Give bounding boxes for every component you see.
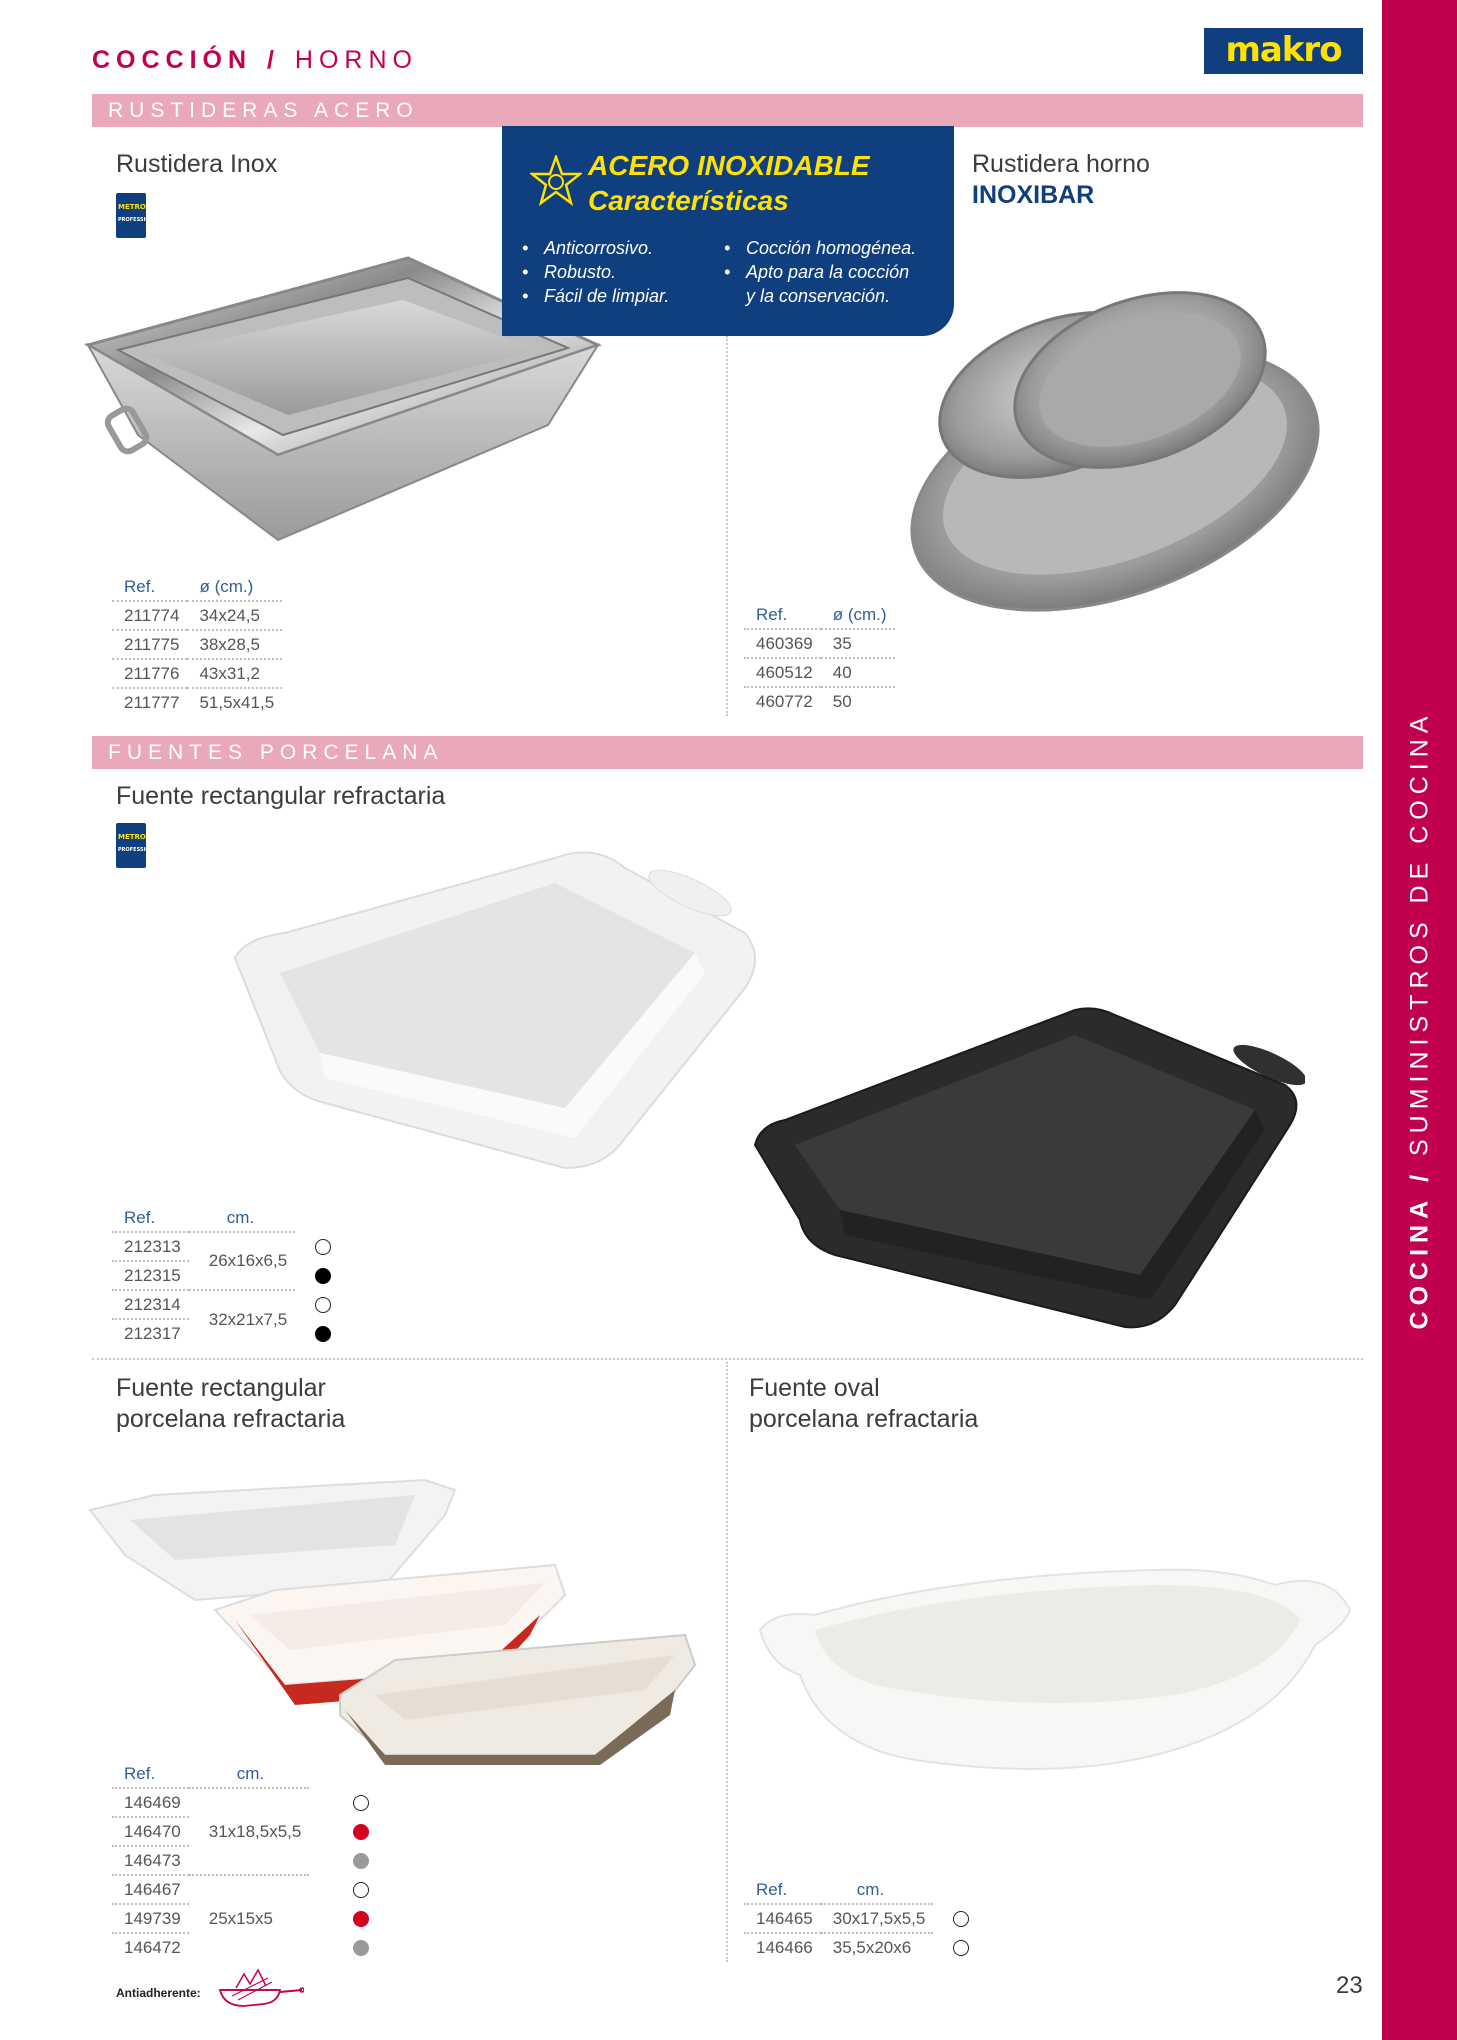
cell-ref: 146469 [112, 1788, 189, 1817]
color-swatch [309, 1817, 377, 1846]
list-item: • Anticorrosivo. [520, 236, 669, 260]
non-stick-pan-icon [214, 1968, 304, 2010]
section-bar-porcelain: FUENTES PORCELANA [92, 736, 1363, 769]
cell-ref: 211776 [112, 659, 187, 688]
info-title-line1: ACERO INOXIDABLE [588, 150, 870, 181]
column-divider [726, 1362, 728, 1962]
info-list-left [520, 236, 669, 308]
color-swatch [295, 1319, 339, 1348]
cell-size: 26x16x6,5 [189, 1232, 295, 1290]
color-swatch [309, 1904, 377, 1933]
color-white-icon [953, 1940, 969, 1956]
table-header [112, 1204, 339, 1232]
color-swatch [295, 1232, 339, 1261]
antiadherente-label: Antiadherente: [116, 1986, 201, 2000]
cell-ref: 460512 [744, 658, 821, 687]
col-size: ø (cm.) [187, 573, 282, 601]
cell-ref: 146472 [124, 1938, 181, 1957]
cell-ref: 460772 [756, 692, 813, 711]
cell-size: 50 [832, 692, 852, 711]
color-swatch [933, 1933, 977, 1962]
cell-size: 40 [821, 658, 895, 687]
oval-steel-pans-image [895, 270, 1335, 620]
info-list-right [722, 236, 916, 308]
color-black-icon [315, 1268, 331, 1284]
table-header [744, 601, 895, 629]
color-white-icon [353, 1795, 369, 1811]
cell-ref: 212315 [112, 1261, 189, 1290]
color-swatch [295, 1290, 339, 1319]
color-swatch [295, 1261, 339, 1290]
white-ceramic-dish-image [225, 838, 765, 1178]
color-swatch [309, 1875, 377, 1904]
product-title-rustidera-horno [972, 149, 1150, 211]
table-row [112, 630, 282, 659]
col-color [309, 1760, 377, 1788]
col-size: cm. [189, 1760, 310, 1788]
sidebar-separator: / [1405, 1168, 1434, 1182]
color-black-icon [315, 1326, 331, 1342]
cell-ref: 212313 [112, 1232, 189, 1261]
product-title-rustidera-inox: Rustidera Inox [116, 150, 278, 178]
product-title-fuente-oval [749, 1373, 978, 1435]
badge-line2: PROFESSIONAL [118, 847, 161, 853]
black-ceramic-dish-image [745, 1005, 1305, 1330]
col-ref: Ref. [112, 573, 187, 601]
table-header [112, 573, 282, 601]
cell-size: 38x28,5 [187, 630, 282, 659]
cell-size: 43x31,2 [187, 659, 282, 688]
title-line1: Fuente rectangular [116, 1374, 326, 1402]
cell-size: 51,5x41,5 [199, 693, 275, 712]
table-row [112, 659, 282, 688]
table-row [112, 1290, 339, 1319]
cell-size: 32x21x7,5 [208, 1309, 288, 1329]
product-title-fuente-refractaria: Fuente rectangular refractaria [116, 782, 446, 810]
color-swatch [309, 1933, 377, 1962]
title-line2: INOXIBAR [972, 181, 1095, 209]
table-header [112, 1760, 377, 1788]
col-ref: Ref. [112, 1760, 189, 1788]
star-icon [530, 155, 582, 207]
col-color [295, 1204, 339, 1232]
table-row [112, 1788, 377, 1817]
list-item: y la conservación. [746, 286, 891, 306]
table-row [744, 629, 895, 658]
sidebar-label [1406, 711, 1435, 1330]
color-swatch [309, 1846, 377, 1875]
cell-ref: 212314 [112, 1290, 189, 1319]
page-category-title [92, 46, 418, 75]
table-fuente-oval [744, 1876, 977, 1962]
col-ref: Ref. [112, 1204, 189, 1232]
list-item: • Cocción homogénea. [722, 236, 916, 260]
list-item: • Robusto. [520, 260, 669, 284]
cell-ref: 146467 [112, 1875, 189, 1904]
col-size: cm. [189, 1204, 295, 1232]
list-item: • Apto para la cocción [722, 260, 916, 284]
category-bold: COCCIÓN [92, 46, 253, 74]
color-white-icon [353, 1882, 369, 1898]
sidebar-bold: COCINA [1405, 1194, 1434, 1330]
info-title-line2: Características [588, 185, 789, 216]
metro-professional-badge [116, 193, 161, 238]
cell-ref: 146465 [744, 1904, 821, 1933]
table-rustidera-horno [744, 601, 895, 716]
cell-ref: 146466 [756, 1938, 813, 1957]
stacked-porcelain-dishes-image [85, 1475, 705, 1765]
title-line2: porcelana refractaria [749, 1405, 979, 1433]
makro-logo: makro [1204, 28, 1363, 74]
color-grey-icon [353, 1853, 369, 1869]
cell-ref: 146473 [112, 1846, 189, 1875]
product-title-fuente-rect-porcelana [116, 1373, 345, 1435]
title-line2: porcelana refractaria [116, 1405, 346, 1433]
col-ref: Ref. [744, 601, 821, 629]
cell-ref: 460369 [744, 629, 821, 658]
title-line1: Rustidera horno [972, 150, 1150, 178]
list-item: • Fácil de limpiar. [520, 284, 669, 308]
table-row [112, 1232, 339, 1261]
title-line1: Fuente oval [749, 1374, 880, 1402]
table-row [744, 1933, 977, 1962]
color-swatch [933, 1904, 977, 1933]
color-white-icon [953, 1911, 969, 1927]
column-divider [726, 336, 728, 716]
table-row [744, 658, 895, 687]
cell-size: 25x15x5 [208, 1909, 274, 1928]
table-rustidera-inox [112, 573, 282, 717]
cell-size: 35 [821, 629, 895, 658]
table-row [112, 1875, 377, 1904]
category-light: HORNO [294, 46, 418, 74]
info-box-title [588, 148, 870, 218]
cell-size: 34x24,5 [187, 601, 282, 630]
section-bar-steel: RUSTIDERAS ACERO [92, 94, 1363, 127]
color-red-icon [353, 1911, 369, 1927]
metro-professional-badge [116, 823, 161, 868]
col-size: ø (cm.) [821, 601, 895, 629]
color-white-icon [315, 1297, 331, 1313]
section-divider [92, 1358, 1363, 1360]
color-red-icon [353, 1824, 369, 1840]
table-fuente-rect-porcelana [112, 1760, 377, 1962]
color-swatch [309, 1788, 377, 1817]
cell-ref: 211775 [112, 630, 187, 659]
table-row [112, 688, 282, 717]
table-header [744, 1876, 977, 1904]
col-color [933, 1876, 977, 1904]
cell-size: 31x18,5x5,5 [189, 1788, 310, 1875]
cell-size: 35,5x20x6 [832, 1938, 912, 1957]
cell-ref: 149739 [112, 1904, 189, 1933]
col-size: cm. [821, 1876, 934, 1904]
oval-porcelain-dish-image [755, 1555, 1355, 1785]
badge-line2: PROFESSIONAL [118, 217, 161, 223]
title-separator: / [267, 46, 280, 74]
table-fuente-refractaria [112, 1204, 339, 1348]
table-row [744, 1904, 977, 1933]
badge-line1: METRO [118, 203, 146, 211]
color-white-icon [315, 1239, 331, 1255]
page-number: 23 [1336, 1972, 1363, 1999]
cell-ref: 146470 [112, 1817, 189, 1846]
cell-ref: 211774 [112, 601, 187, 630]
sidebar-light: SUMINISTROS DE COCINA [1405, 710, 1434, 1157]
badge-line1: METRO [118, 833, 146, 841]
table-row [744, 687, 895, 716]
col-ref: Ref. [744, 1876, 821, 1904]
cell-ref: 211777 [124, 693, 180, 712]
cell-ref: 212317 [124, 1324, 181, 1343]
color-grey-icon [353, 1940, 369, 1956]
cell-size: 30x17,5x5,5 [821, 1904, 934, 1933]
table-row [112, 601, 282, 630]
